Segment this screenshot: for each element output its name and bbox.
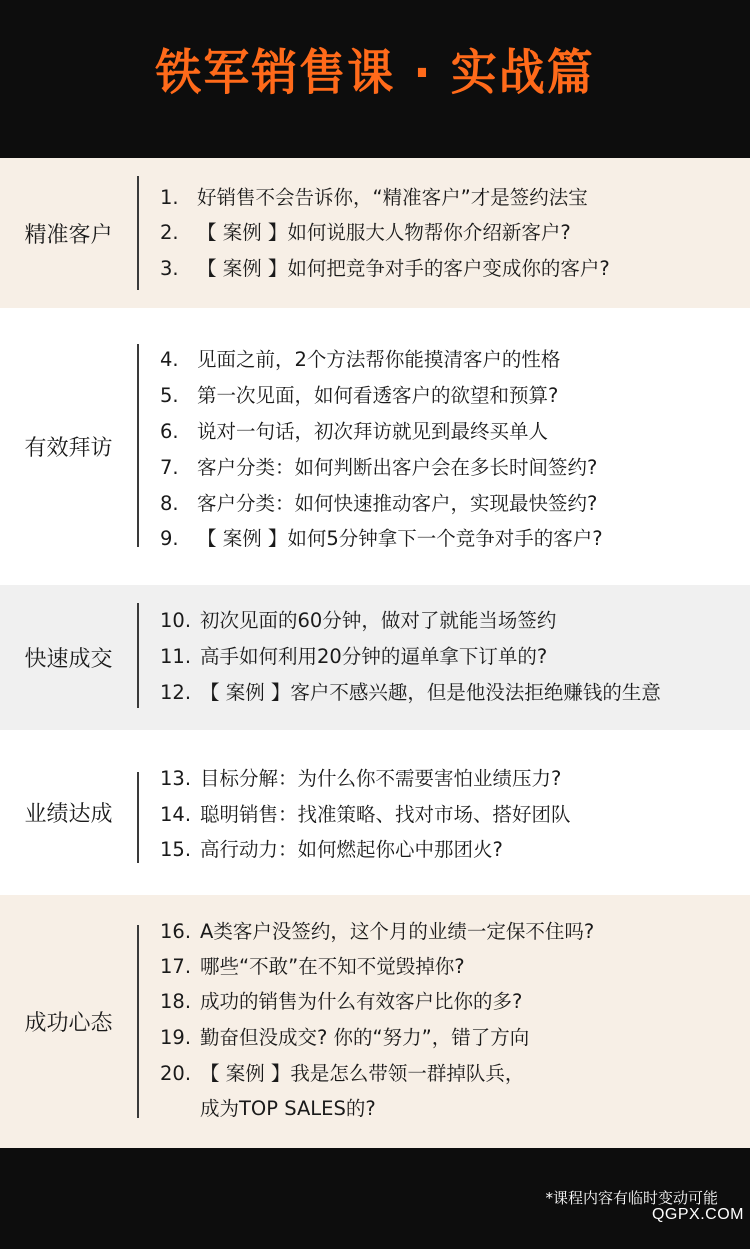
list-item bbox=[160, 384, 740, 408]
section-label: 精准客户 bbox=[24, 222, 113, 248]
section-items bbox=[160, 730, 740, 895]
item-number: 15. bbox=[160, 838, 192, 861]
item-number: 12. bbox=[160, 681, 192, 704]
list-item bbox=[160, 348, 740, 372]
item-number: 19. bbox=[160, 1026, 192, 1049]
list-item bbox=[160, 990, 740, 1014]
list-item bbox=[160, 257, 740, 281]
footer-note: *课程内容有临时变动可能 bbox=[545, 1189, 718, 1207]
list-item bbox=[160, 767, 740, 791]
list-item bbox=[160, 955, 740, 979]
item-number: 10. bbox=[160, 609, 192, 632]
list-item bbox=[160, 1062, 740, 1121]
list-item bbox=[160, 492, 740, 516]
item-text: 目标分解：为什么你不需要害怕业绩压力? bbox=[200, 767, 562, 790]
item-text: 【 案例 】如何5分钟拿下一个竞争对手的客户? bbox=[197, 527, 603, 550]
section-label: 业绩达成 bbox=[24, 802, 113, 827]
list-item bbox=[160, 420, 740, 444]
item-number: 18. bbox=[160, 990, 192, 1013]
list-item bbox=[160, 609, 740, 633]
section-divider bbox=[137, 176, 139, 290]
item-text: 成功的销售为什么有效客户比你的多? bbox=[200, 990, 523, 1013]
item-text: 高行动力：如何燃起你心中那团火? bbox=[200, 838, 503, 861]
section-1 bbox=[0, 158, 750, 308]
item-number: 20. bbox=[160, 1062, 192, 1085]
item-number: 8. bbox=[160, 492, 179, 515]
item-text: A类客户没签约，这个月的业绩一定保不住吗? bbox=[200, 920, 595, 943]
section-divider bbox=[137, 772, 139, 863]
item-number: 11. bbox=[160, 645, 192, 668]
section-items bbox=[160, 585, 740, 730]
section-items bbox=[160, 895, 740, 1148]
item-number: 16. bbox=[160, 920, 192, 943]
list-item bbox=[160, 456, 740, 480]
section-items bbox=[160, 158, 740, 308]
item-text: 见面之前，2个方法帮你能摸清客户的性格 bbox=[197, 348, 561, 371]
item-text: 聪明销售：找准策略、找对市场、搭好团队 bbox=[200, 803, 571, 826]
list-item bbox=[160, 221, 740, 245]
page-title: 铁军销售课 · 实战篇 bbox=[155, 43, 595, 101]
item-text: 高手如何利用20分钟的逼单拿下订单的? bbox=[200, 645, 548, 668]
item-text: 【 案例 】如何说服大人物帮你介绍新客户? bbox=[197, 221, 571, 244]
item-text-continued: 成为TOP SALES的? bbox=[200, 1097, 376, 1120]
watermark: QGPX.COM bbox=[651, 1206, 744, 1223]
section-divider bbox=[137, 603, 139, 708]
list-item bbox=[160, 838, 740, 862]
item-number: 3. bbox=[160, 257, 179, 280]
section-items bbox=[160, 308, 740, 585]
list-item bbox=[160, 645, 740, 669]
item-text: 初次见面的60分钟，做对了就能当场签约 bbox=[200, 609, 557, 632]
section-divider bbox=[137, 344, 139, 547]
header bbox=[0, 0, 750, 158]
item-number: 6. bbox=[160, 420, 179, 443]
item-number: 13. bbox=[160, 767, 192, 790]
item-text: 【 案例 】如何把竞争对手的客户变成你的客户? bbox=[197, 257, 610, 280]
item-number: 9. bbox=[160, 527, 179, 550]
item-text: 【 案例 】我是怎么带领一群掉队兵， bbox=[200, 1062, 525, 1085]
section-label: 有效拜访 bbox=[24, 436, 113, 461]
item-text: 客户分类：如何判断出客户会在多长时间签约? bbox=[197, 456, 598, 479]
item-text: 客户分类：如何快速推动客户，实现最快签约? bbox=[197, 492, 598, 515]
item-text: 勤奋但没成交? 你的“努力”，错了方向 bbox=[200, 1026, 530, 1049]
section-5 bbox=[0, 895, 750, 1148]
list-item bbox=[160, 681, 740, 705]
item-number: 14. bbox=[160, 803, 192, 826]
item-text: 说对一句话，初次拜访就见到最终买单人 bbox=[197, 420, 549, 443]
item-text: 【 案例 】客户不感兴趣，但是他没法拒绝赚钱的生意 bbox=[200, 681, 661, 704]
item-number: 2. bbox=[160, 221, 179, 244]
list-item bbox=[160, 527, 740, 551]
list-item bbox=[160, 920, 740, 944]
section-3 bbox=[0, 585, 750, 730]
section-divider bbox=[137, 925, 139, 1118]
list-item bbox=[160, 186, 740, 210]
item-text: 哪些“不敢”在不知不觉毁掉你? bbox=[200, 955, 465, 978]
section-4 bbox=[0, 730, 750, 895]
item-text: 好销售不会告诉你，“精准客户”才是签约法宝 bbox=[197, 186, 588, 209]
item-number: 17. bbox=[160, 955, 192, 978]
section-2 bbox=[0, 308, 750, 585]
item-number: 4. bbox=[160, 348, 179, 371]
section-label: 成功心态 bbox=[24, 1011, 113, 1036]
list-item bbox=[160, 1026, 740, 1050]
item-text: 第一次见面，如何看透客户的欲望和预算? bbox=[197, 384, 559, 407]
item-number: 7. bbox=[160, 456, 179, 479]
item-number: 1. bbox=[160, 186, 179, 209]
list-item bbox=[160, 803, 740, 827]
section-label: 快速成交 bbox=[24, 647, 113, 672]
item-number: 5. bbox=[160, 384, 179, 407]
